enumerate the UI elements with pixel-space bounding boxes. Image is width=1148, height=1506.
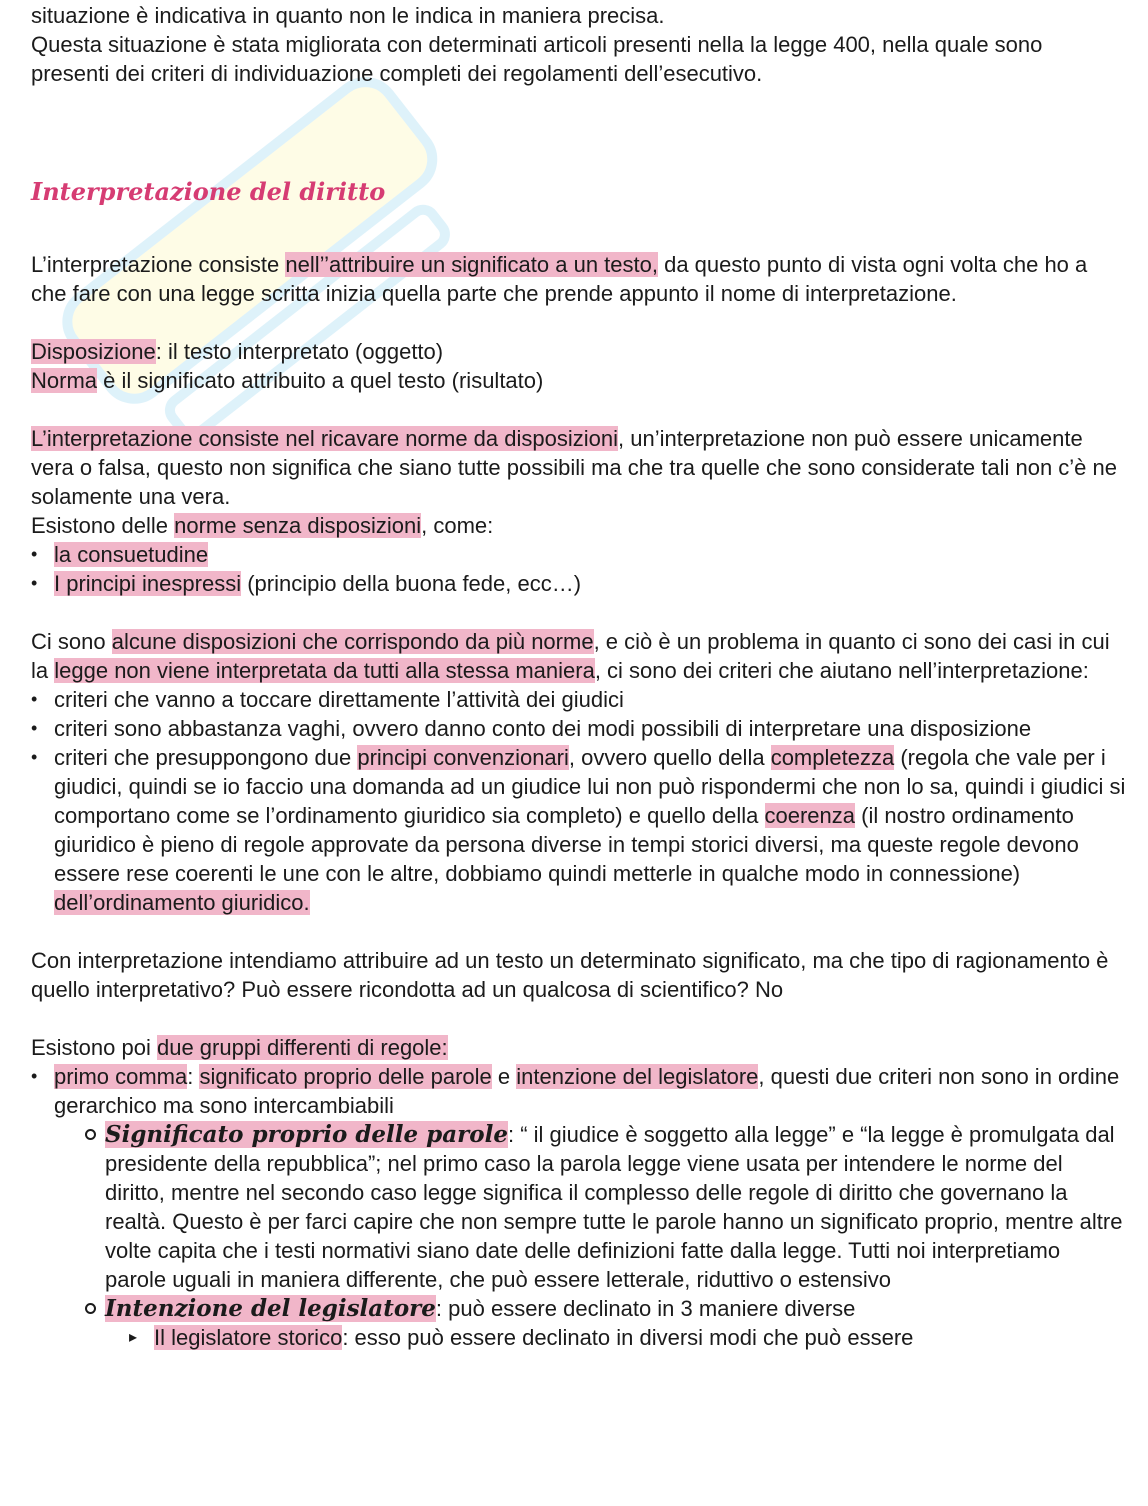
sub-sub-list-item (129, 1323, 1126, 1352)
sub-list-item (81, 1120, 1126, 1294)
list-item (31, 569, 1126, 598)
text: , questi due criteri non sono in ordine gerarchico ma sono intercambiabili (54, 1064, 1120, 1118)
highlight: nell’’attribuire un significato a un testo, (285, 252, 658, 277)
bullet-list (31, 1062, 1126, 1352)
text: : può essere declinato in 3 maniere diverse (435, 1296, 856, 1321)
text: L’interpretazione consiste (31, 252, 286, 277)
highlight: I principi inespressi (54, 571, 242, 596)
paragraph-norme (31, 424, 1126, 511)
text: , e ciò è un problema in quanto ci sono dei casi in cui la (31, 629, 1110, 683)
paragraph-criteri (31, 627, 1126, 685)
paragraph-ragionamento: Con interpretazione intendiamo attribuire ad un testo un determinato significato, ma che tipo di ragionamento è quello interpretativo? Può essere ricondotta ad un qualcosa di scientifico? No (31, 948, 1109, 1002)
text: Ci sono (31, 629, 112, 654)
bullet-list (31, 540, 1126, 598)
paragraph-interpretazione (31, 250, 1126, 308)
highlight: dell’ordinamento giuridico. (54, 890, 310, 915)
list-item (31, 540, 1126, 569)
text: : il testo interpretato (oggetto) (155, 339, 444, 364)
text: , un’interpretazione non può essere unicamente vera o falsa, questo non significa che siano tutte possibili ma che tra quelle che sono considerate tali non c’è ne solamente una vera. (31, 426, 1117, 509)
text: (principio della buona fede, ecc…) (241, 571, 582, 596)
text: : esso può essere declinato in diversi modi che può essere (342, 1325, 914, 1350)
highlight: Il legislatore storico (154, 1325, 343, 1350)
text: (regola che vale per i giudici, quindi se io faccio una domanda ad un giudice lui non può rispondermi che non lo sa, quindi i giudici si comportano come se l’ordinamento giuridico sia completo) e quello della (54, 745, 1126, 828)
highlight: significato proprio delle parole (199, 1064, 492, 1089)
highlight: completezza (770, 745, 895, 770)
definition-disposizione (31, 337, 1126, 366)
highlight: la consuetudine (54, 542, 209, 567)
highlight: principi convenzionari (357, 745, 569, 770)
text: Esistono poi (31, 1035, 157, 1060)
list-item (31, 1062, 1126, 1352)
list-item: • criteri che vanno a toccare direttamente l’attività dei giudici (31, 685, 1126, 714)
text: e (491, 1064, 517, 1089)
text: criteri che presuppongono due (54, 745, 358, 770)
highlight: Norma (31, 368, 98, 393)
highlight: Disposizione (31, 339, 156, 364)
highlight: intenzione del legislatore (516, 1064, 759, 1089)
intro-line-1: situazione è indicativa in quanto non le indica in maniera precisa. (31, 3, 665, 28)
highlight: legge non viene interpretata da tutti alla stessa maniera (54, 658, 595, 683)
document-page (31, 1, 1126, 1352)
text: è il significato attribuito a quel testo (risultato) (97, 368, 544, 393)
highlight: alcune disposizioni che corrispondo da più norme (111, 629, 594, 654)
text: da questo punto di vista ogni volta che ho a che fare con una legge scritta inizia quella parte che prende appunto il nome di interpretazione. (31, 252, 1088, 306)
text: , come: (421, 513, 494, 538)
text: Esistono delle (31, 513, 175, 538)
sub-sub-list (129, 1323, 1126, 1352)
sub-list (81, 1120, 1126, 1352)
paragraph-norme-senza-disposizioni (31, 511, 1126, 540)
highlight: norme senza disposizioni (174, 513, 422, 538)
text: : (187, 1064, 200, 1089)
text: , ovvero quello della (568, 745, 771, 770)
term-highlight: Significato proprio delle parole (105, 1121, 508, 1148)
list-item (31, 743, 1126, 917)
highlight: L’interpretazione consiste nel ricavare norme da disposizioni (31, 426, 618, 451)
sub-list-item (81, 1294, 1126, 1352)
list-item: • criteri sono abbastanza vaghi, ovvero danno conto dei modi possibili di interpretare una disposizione (31, 714, 1126, 743)
term-highlight: Intenzione del legislatore (105, 1295, 436, 1322)
paragraph-gruppi (31, 1033, 1126, 1062)
bullet-list (31, 685, 1126, 917)
intro-line-2: Questa situazione è stata migliorata con determinati articoli presenti nella la legge 400, nella quale sono presenti dei criteri di individuazione completi dei regolamenti dell’esecutivo. (31, 32, 1043, 86)
highlight: due gruppi differenti di regole: (156, 1035, 448, 1060)
highlight: primo comma (54, 1064, 188, 1089)
definition-norma (31, 366, 1126, 395)
section-heading: Interpretazione del diritto (31, 177, 386, 206)
highlight: coerenza (764, 803, 856, 828)
text: , ci sono dei criteri che aiutano nell’interpretazione: (594, 658, 1089, 683)
text: : “ il giudice è soggetto alla legge” e “la legge è promulgata dal presidente della repubblica”; nel primo caso la parola legge viene usata per intendere le norme del diritto, mentre nel secondo caso legge significa il complesso delle regole di diritto che governano la realtà. Questo è per farci capire che non sempre tutte le parole hanno un significato proprio, mentre altre volte capita che i testi normativi siano date delle definizioni fatte dalla legge. Tutti noi interpretiamo parole uguali in maniera differente, che può essere letterale, riduttivo o estensivo (105, 1122, 1123, 1292)
text: (il nostro ordinamento giuridico è pieno di regole approvate da persona diverse in tempi storici diversi, ma queste regole devono essere rese coerenti le une con le altre, dobbiamo quindi metterle in qualche modo in connessione) (54, 803, 1079, 886)
